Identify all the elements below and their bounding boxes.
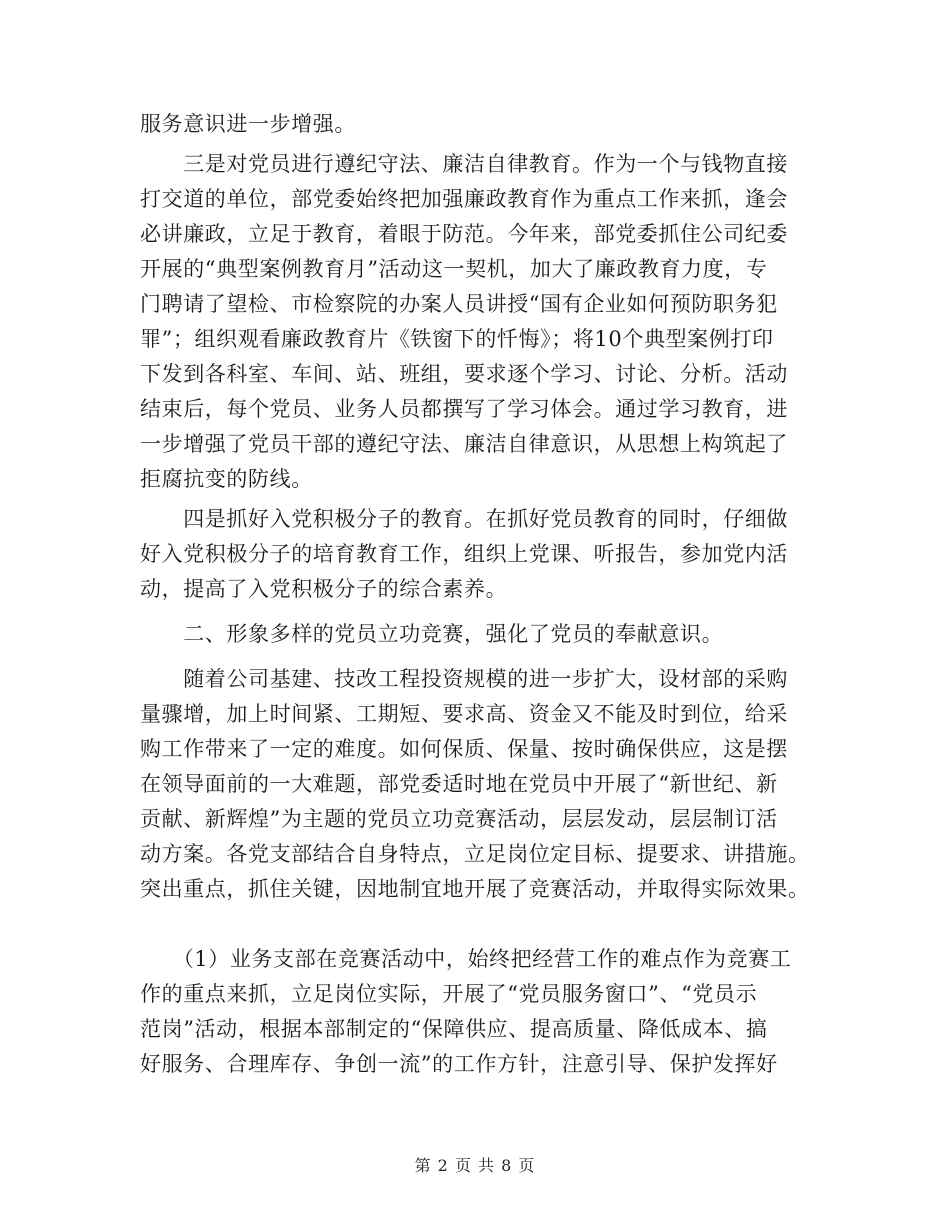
text-line: 结束后，每个党员、业务人员都撰写了学习体会。通过学习教育，进 xyxy=(140,397,788,421)
text-line: 量骤增，加上时间紧、工期短、要求高、资金又不能及时到位，给采 xyxy=(140,702,788,726)
text-line: 好服务、合理库存、争创一流”的工作方针，注意引导、保护发挥好 xyxy=(140,1052,778,1076)
text-line: 动，提高了入党积极分子的综合素养。 xyxy=(140,577,508,601)
text-line: （1）业务支部在竞赛活动中，始终把经营工作的难点作为竞赛工 xyxy=(140,947,792,971)
text-line: 动方案。各党支部结合自身特点，立足岗位定目标、提要求、讲措施。 xyxy=(140,842,810,866)
text-line: 在领导面前的一大难题，部党委适时地在党员中开展了“新世纪、新 xyxy=(140,772,778,796)
text-line: 拒腐抗变的防线。 xyxy=(140,467,313,491)
text-line: 四是抓好入党积极分子的教育。在抓好党员教育的同时，仔细做 xyxy=(140,507,788,531)
text-line: 范岗”活动，根据本部制定的“保障供应、提高质量、降低成本、搞 xyxy=(140,1017,768,1041)
text-line: 三是对党员进行遵纪守法、廉洁自律教育。作为一个与钱物直接 xyxy=(140,152,788,176)
text-line: 贡献、新辉煌”为主题的党员立功竞赛活动，层层发动，层层制订活 xyxy=(140,807,778,831)
text-line: 突出重点，抓住关键，因地制宜地开展了竞赛活动，并取得实际效果。 xyxy=(140,877,810,901)
text-line: 作的重点来抓，立足岗位实际，开展了“党员服务窗口”、“党员示 xyxy=(140,982,758,1006)
page-number-footer: 第 2 页 共 8 页 xyxy=(414,1156,536,1175)
text-line: 好入党积极分子的培育教育工作，组织上党课、听报告，参加党内活 xyxy=(140,542,788,566)
text-line: 购工作带来了一定的难度。如何保质、保量、按时确保供应，这是摆 xyxy=(140,737,788,761)
text-line: 随着公司基建、技改工程投资规模的进一步扩大，设材部的采购 xyxy=(140,667,788,691)
text-line: 门聘请了望检、市检察院的办案人员讲授“国有企业如何预防职务犯 xyxy=(140,292,778,316)
text-line: 下发到各科室、车间、站、班组，要求逐个学习、讨论、分析。活动 xyxy=(140,362,788,386)
text-line: 开展的“典型案例教育月”活动这一契机，加大了廉政教育力度，专 xyxy=(140,257,768,281)
text-line: 一步增强了党员干部的遵纪守法、廉洁自律意识，从思想上构筑起了 xyxy=(140,432,788,456)
text-line: 服务意识进一步增强。 xyxy=(140,112,356,136)
section-heading: 二、形象多样的党员立功竞赛，强化了党员的奉献意识。 xyxy=(140,622,724,646)
text-line: 罪”；组织观看廉政教育片《铁窗下的忏悔》；将10个典型案例打印 xyxy=(140,327,774,351)
text-line: 必讲廉政，立足于教育，着眼于防范。今年来，部党委抓住公司纪委 xyxy=(140,222,788,246)
text-line: 打交道的单位，部党委始终把加强廉政教育作为重点工作来抓，逢会 xyxy=(140,187,788,211)
